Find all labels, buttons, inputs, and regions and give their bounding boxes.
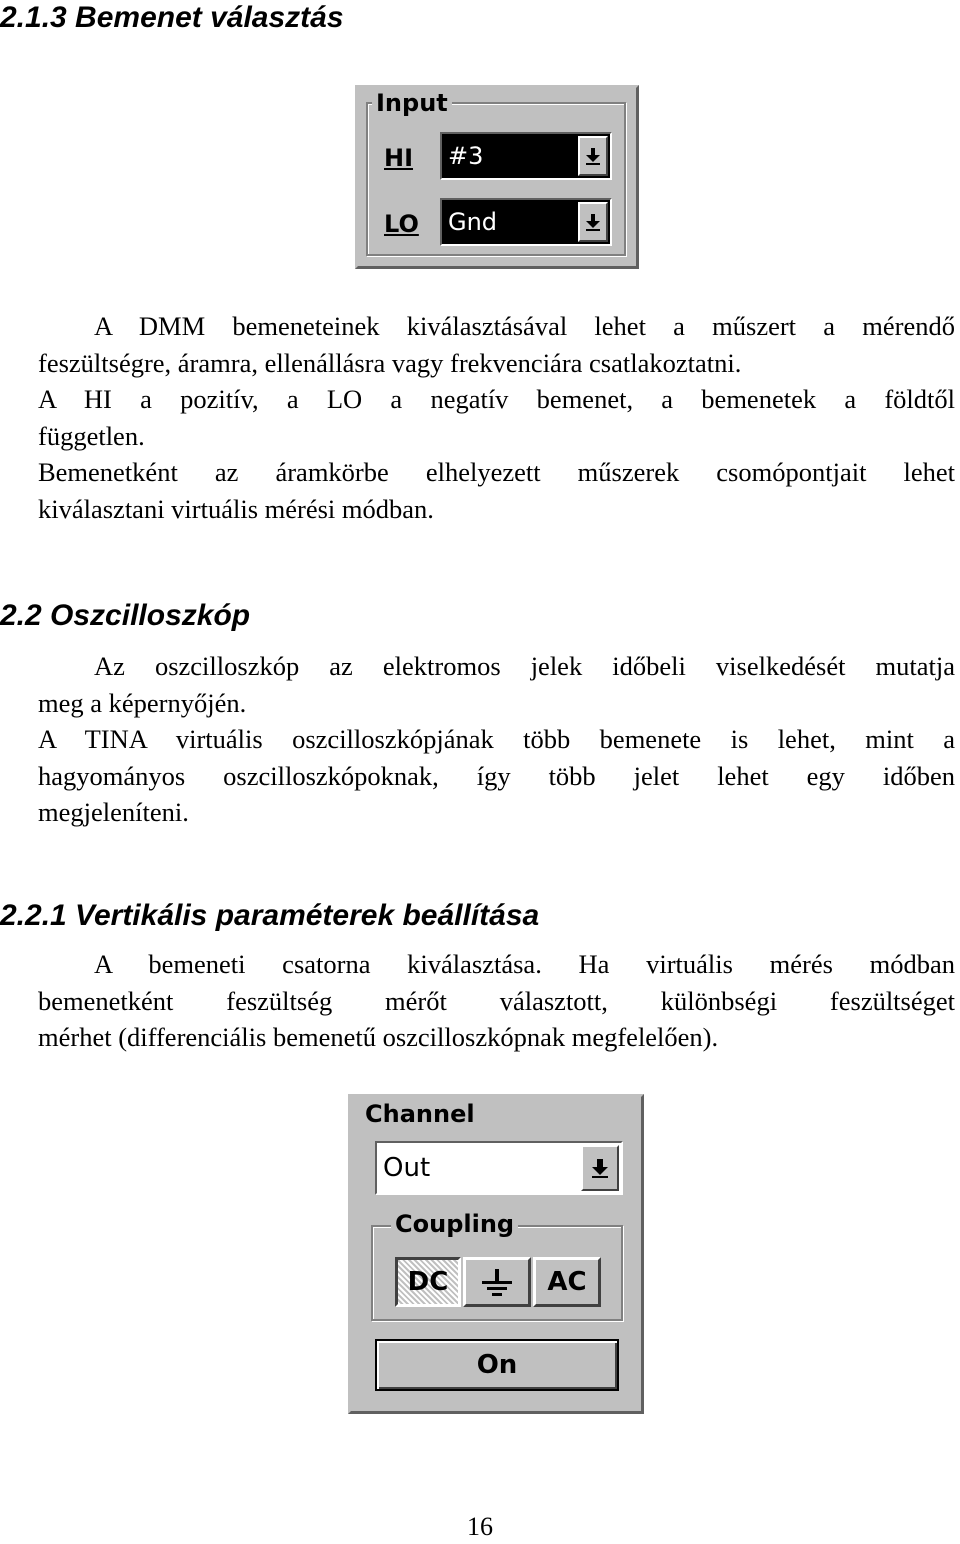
text-line: Az oszcilloszkóp az elektromos jelek időbeli viselkedését mutatja <box>94 651 955 681</box>
text-line: Bemenetként az áramkörbe elhelyezett műszerek csomópontjait lehet <box>38 457 955 487</box>
arrow-down-icon <box>591 1158 609 1178</box>
hi-label: HI <box>384 144 414 172</box>
coupling-ground-button[interactable] <box>463 1257 531 1307</box>
section-heading-oscilloscope: 2.2 Oszcilloszkóp <box>0 599 251 632</box>
lo-select[interactable] <box>440 198 612 246</box>
channel-panel <box>348 1094 644 1414</box>
text-line: bemenetként feszültség mérőt választott, különbségi feszültséget <box>38 985 955 1016</box>
text-line: A DMM bemeneteinek kiválasztásával lehet a műszert a mérendő <box>94 311 955 341</box>
channel-title: Channel <box>365 1100 475 1128</box>
text-line: független. <box>38 420 145 451</box>
channel-select[interactable] <box>375 1141 623 1195</box>
coupling-ac-button[interactable] <box>533 1257 601 1307</box>
channel-select-value: Out <box>383 1153 431 1183</box>
text-line: A TINA virtuális oszcilloszkópjának több bemenete is lehet, mint a <box>38 724 955 754</box>
text-line: meg a képernyőjén. <box>38 687 247 718</box>
text-line: feszültségre, áramra, ellenállásra vagy frekvenciára csatlakoztatni. <box>38 347 742 378</box>
section-heading-vertical-params: 2.2.1 Vertikális paraméterek beállítása <box>0 899 540 932</box>
text-line: megjeleníteni. <box>38 797 189 827</box>
hi-select[interactable] <box>440 132 612 180</box>
ground-icon <box>480 1267 514 1297</box>
text-line: A HI a pozitív, a LO a negatív bemenet, a bemenetek a földtől <box>38 384 955 414</box>
text-line: A bemeneti csatorna kiválasztása. Ha virtuális mérés módban <box>94 949 955 979</box>
on-label: On <box>476 1350 518 1380</box>
input-panel <box>355 85 639 269</box>
lo-label: LO <box>384 210 419 238</box>
lo-dropdown-button[interactable] <box>578 202 608 242</box>
paragraph-input-description <box>38 308 955 527</box>
coupling-title: Coupling <box>391 1211 518 1237</box>
page-number: 16 <box>467 1512 493 1541</box>
channel-on-button[interactable] <box>375 1339 619 1391</box>
paragraph-channel-select <box>38 946 955 1056</box>
channel-dropdown-button[interactable] <box>581 1145 619 1191</box>
hi-dropdown-button[interactable] <box>578 136 608 176</box>
ac-label: AC <box>547 1267 587 1297</box>
coupling-dc-button[interactable] <box>395 1257 461 1307</box>
dc-label: DC <box>407 1267 449 1297</box>
arrow-down-icon <box>585 213 601 231</box>
text-line: kiválasztani virtuális mérési módban. <box>38 493 434 524</box>
text-line: hagyományos oszcilloszkópoknak, így több jelet lehet egy időben <box>38 760 955 791</box>
text-line: mérhet (differenciális bemenetű oszcilloszkópnak megfelelően). <box>38 1022 719 1052</box>
input-group-title: Input <box>372 90 452 116</box>
paragraph-oscilloscope <box>38 648 955 831</box>
hi-select-value: #3 <box>448 142 484 170</box>
arrow-down-icon <box>585 147 601 165</box>
section-heading-input-select: 2.1.3 Bemenet választás <box>0 1 344 34</box>
lo-select-value: Gnd <box>448 208 498 236</box>
